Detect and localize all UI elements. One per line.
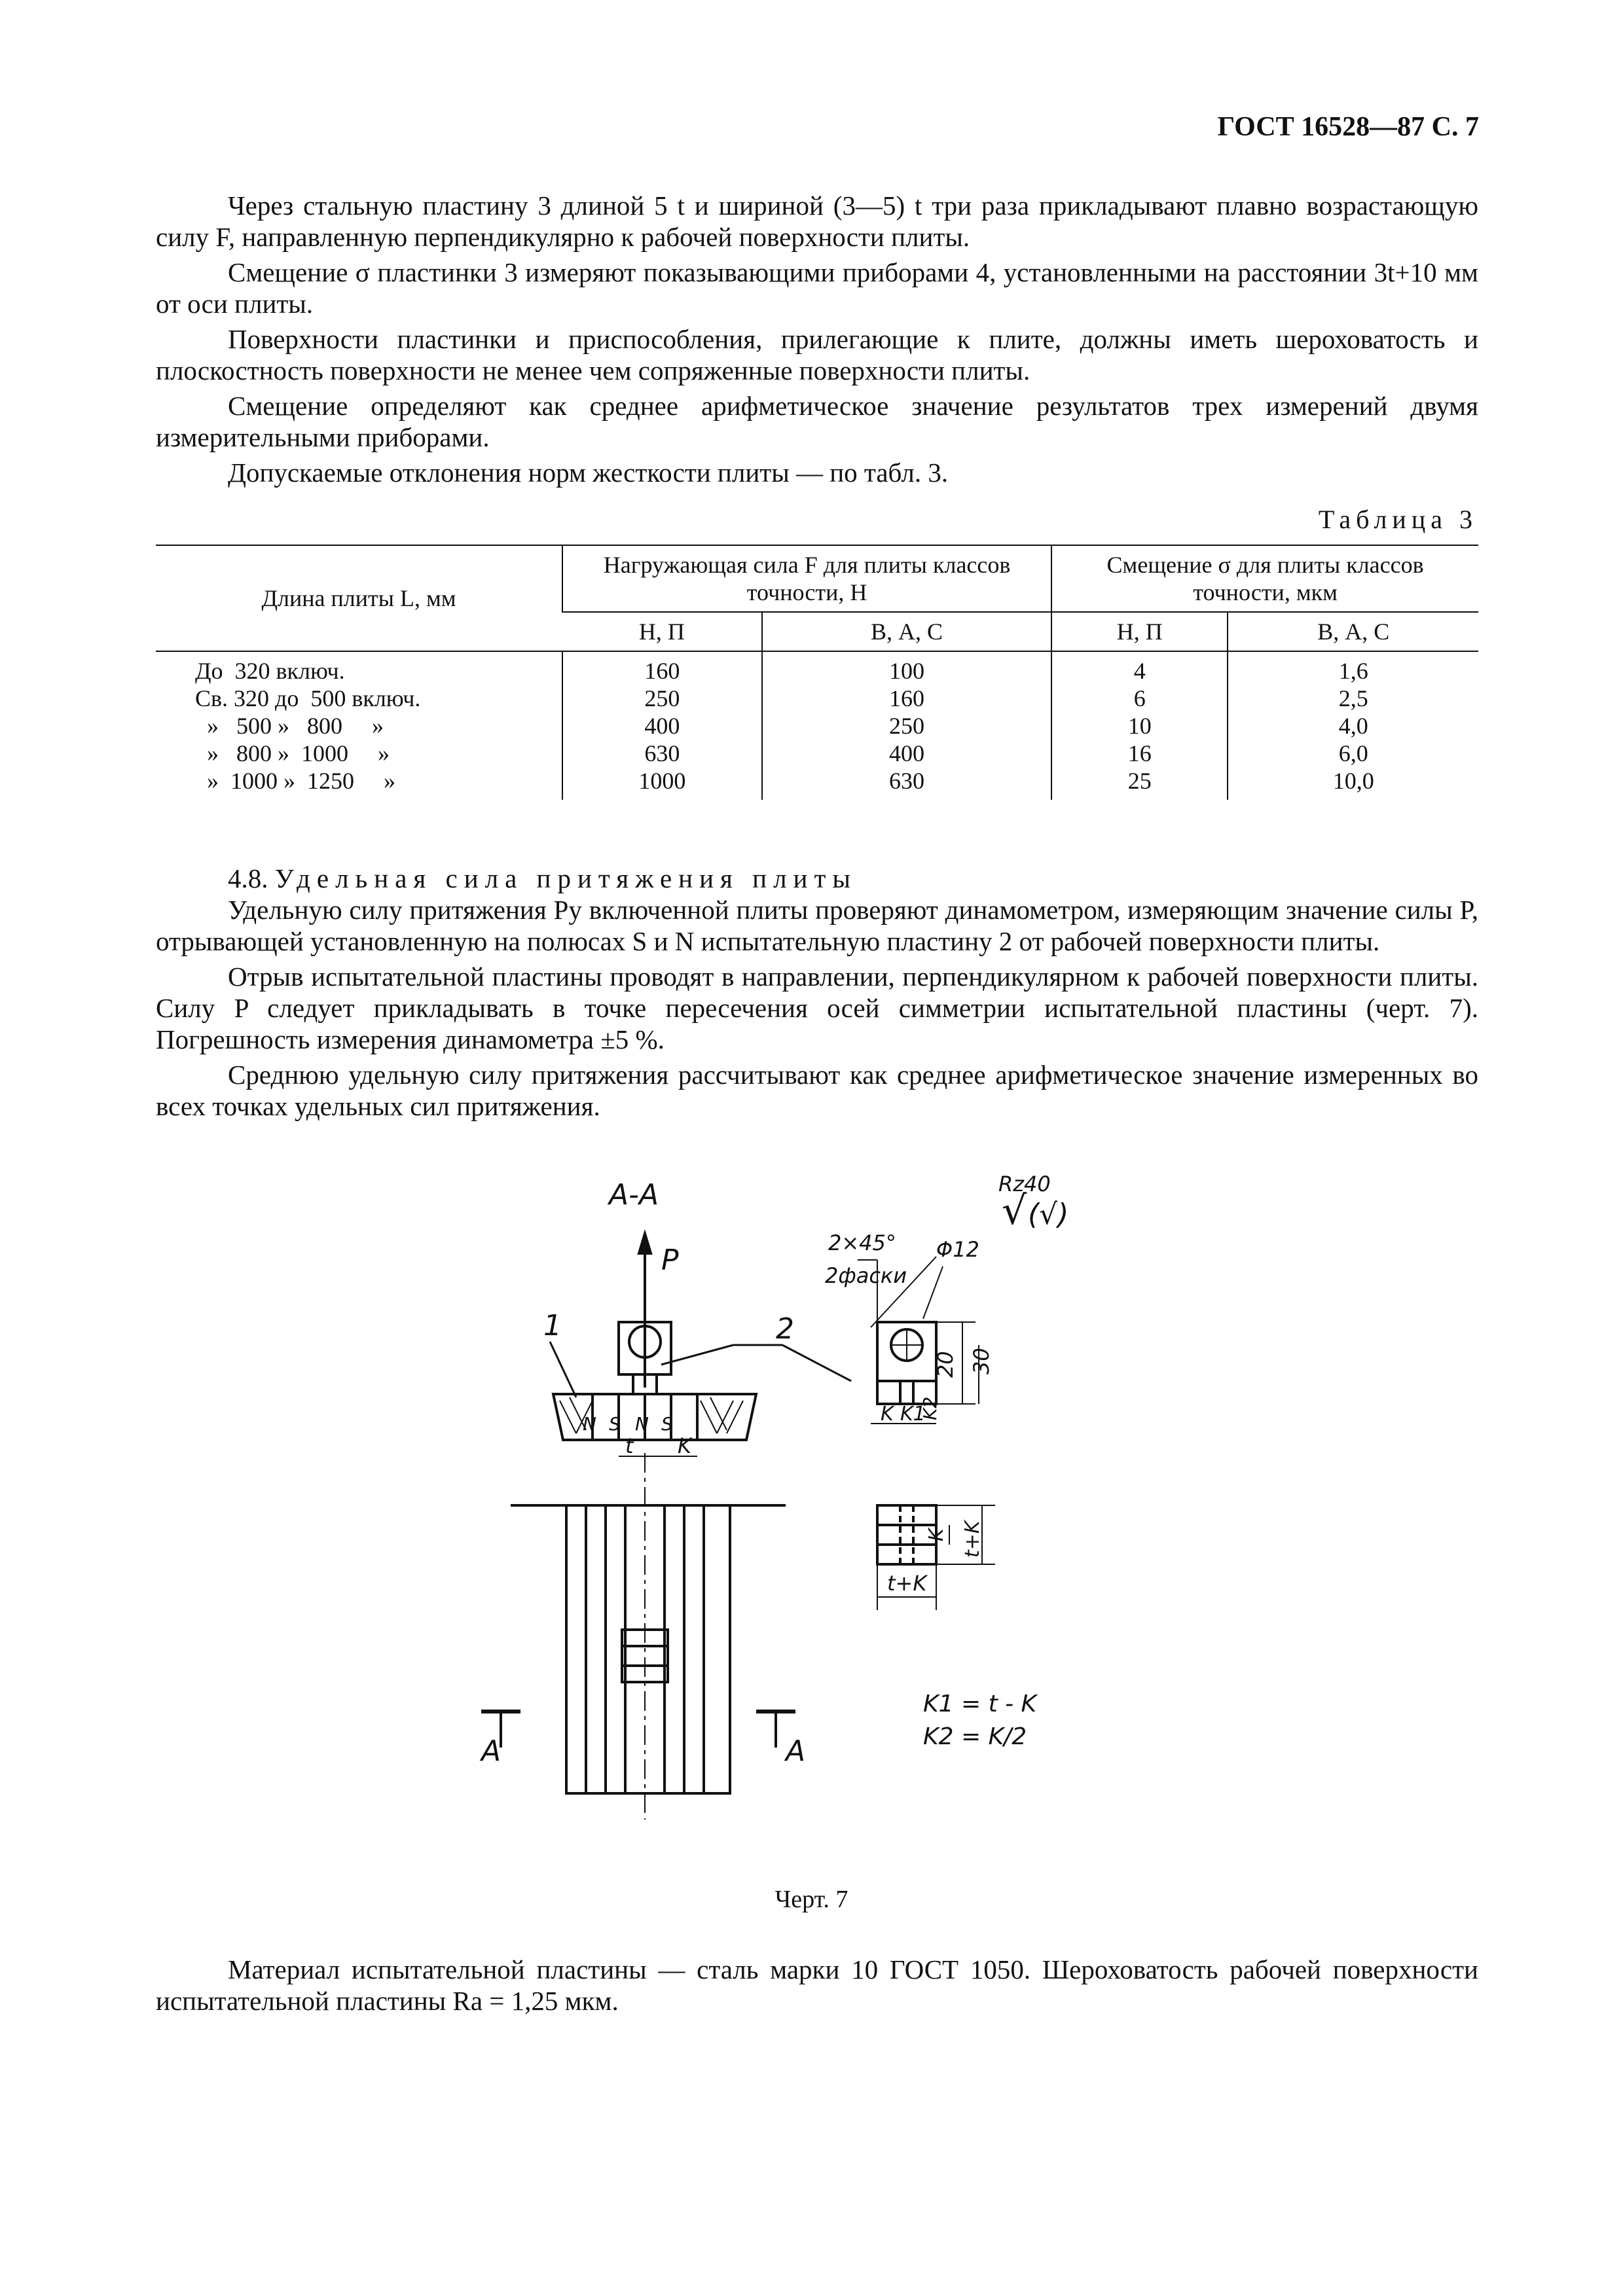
dim-t-label: t (625, 1433, 634, 1458)
cell-force-np: 400 (562, 712, 762, 740)
cell-shift-vac: 6,0 (1228, 740, 1478, 767)
cut-a-label: A (481, 1734, 501, 1768)
page-header: ГОСТ 16528—87 С. 7 (1217, 112, 1479, 142)
header-length: Длина плиты L, мм (156, 545, 562, 651)
paragraph: Смещение определяют как среднее арифметическое значение результатов трех измерений двумя измерительными приборами. (156, 391, 1478, 452)
table-row (156, 712, 1478, 740)
chamfer-label: 2×45° (828, 1230, 896, 1255)
cell-force-vac: 630 (762, 767, 1051, 800)
cell-length: » 1000 » 1250 » (195, 768, 395, 794)
footer-text (156, 1954, 1478, 2020)
subheader-np: Н, П (1051, 612, 1228, 651)
dim-k1-label: K1 (900, 1403, 926, 1426)
paragraph: Материал испытательной пластины — сталь марки 10 ГОСТ 1050. Шероховатость рабочей поверхности испытательной пластины Ra = 1,25 мкм. (156, 1954, 1478, 2016)
cell-force-vac: 160 (762, 685, 1051, 712)
label-2: 2 (776, 1312, 794, 1346)
cell-length: До 320 включ. (195, 658, 345, 684)
cell-shift-np: 6 (1051, 685, 1228, 712)
chamfer-count-label: 2фаски (825, 1263, 907, 1288)
pole-n-label: N (583, 1413, 596, 1435)
section-number: 4.8. (228, 863, 268, 893)
dim-k-label: K (678, 1433, 691, 1458)
figure-caption: Черт. 7 (775, 1886, 848, 1913)
section-title (156, 863, 1478, 894)
cell-force-np: 630 (562, 740, 762, 767)
paragraph: Смещение σ пластинки 3 измеряют показывающими приборами 4, установленными на расстоянии 3t+10 мм от оси плиты. (156, 257, 1478, 319)
formula-1: K1 = t - K (923, 1691, 1037, 1717)
cut-a-label: A (786, 1734, 806, 1768)
cell-force-np: 160 (562, 651, 762, 685)
dim-tk-label: t+K (961, 1520, 984, 1558)
force-label: P (661, 1244, 679, 1277)
cell-force-vac: 100 (762, 651, 1051, 685)
intro-text (156, 190, 1478, 492)
table-3 (156, 545, 1478, 800)
table-row (156, 767, 1478, 800)
roughness-extra: (√) (1028, 1198, 1069, 1231)
arrow-head-icon (639, 1234, 651, 1253)
paragraph: Удельную силу притяжения Pу включенной плиты проверяют динамометром, измеряющим значение силы P, отрывающей установленную на полюсах S и N испытательную пластину 2 от рабочей поверхности плиты. (156, 895, 1478, 956)
dim-tk-label: t+K (887, 1571, 927, 1596)
cell-shift-vac: 2,5 (1228, 685, 1478, 712)
cell-shift-vac: 4,0 (1228, 712, 1478, 740)
table-caption: Таблица 3 (1318, 505, 1478, 534)
subheader-np: Н, П (562, 612, 762, 651)
cell-shift-np: 16 (1051, 740, 1228, 767)
paragraph: Среднюю удельную силу притяжения рассчитывают как среднее арифметическое значение измеренных во всех точках удельных сил притяжения. (156, 1060, 1478, 1121)
subheader-vac: В, А, С (762, 612, 1051, 651)
drawing-7 (419, 1165, 1205, 1820)
cell-force-np: 250 (562, 685, 762, 712)
magnetic-plate (566, 1505, 730, 1793)
cell-force-np: 1000 (562, 767, 762, 800)
section-label: A-A (609, 1178, 659, 1211)
dim-k-label: K (881, 1403, 894, 1426)
cell-length: » 800 » 1000 » (195, 740, 390, 766)
dim-k2-label: K2 (919, 1396, 941, 1420)
section-heading: Удельная сила притяжения плиты (274, 863, 857, 893)
cell-force-vac: 250 (762, 712, 1051, 740)
table-row (156, 685, 1478, 712)
cell-shift-vac: 10,0 (1228, 767, 1478, 800)
section-4-8 (156, 863, 1478, 1126)
cell-length: Св. 320 до 500 включ. (195, 685, 421, 711)
dim-30-label: 30 (969, 1348, 994, 1374)
cell-force-vac: 400 (762, 740, 1051, 767)
cell-shift-np: 10 (1051, 712, 1228, 740)
subheader-vac: В, А, С (1228, 612, 1478, 651)
paragraph: Поверхности пластинки и приспособления, прилегающие к плите, должны иметь шероховатость и плоскостность поверхности не менее чем сопряженные поверхности плиты. (156, 324, 1478, 386)
pole-s-label: S (609, 1413, 621, 1435)
paragraph: Через стальную пластину 3 длиной 5 t и шириной (3—5) t три раза прикладывают плавно возрастающую силу F, направленную перпендикулярно к рабочей поверхности плиты. (156, 190, 1478, 252)
cell-shift-np: 25 (1051, 767, 1228, 800)
table-row (156, 651, 1478, 685)
paragraph: Допускаемые отклонения норм жесткости плиты — по табл. 3. (228, 457, 949, 488)
label-1: 1 (543, 1309, 562, 1342)
cell-shift-np: 4 (1051, 651, 1228, 685)
diameter-label: Φ12 (936, 1237, 979, 1262)
roughness-label: Rz40 (998, 1172, 1051, 1196)
formula-2: K2 = K/2 (923, 1723, 1027, 1750)
paragraph: Отрыв испытательной пластины проводят в направлении, перпендикулярном к рабочей поверхности плиты. Силу P следует прикладывать в точке пересечения осей симметрии испытательной пластины (черт. 7). Погрешность измерения динамометра ±5 %. (156, 961, 1478, 1054)
cell-shift-vac: 1,6 (1228, 651, 1478, 685)
pole-s-label: S (661, 1413, 673, 1435)
header-shift: Смещение σ для плиты классов точности, мкм (1051, 545, 1478, 612)
roughness-check-icon: √ (1002, 1188, 1027, 1234)
dim-20-label: 20 (933, 1351, 958, 1378)
pole-n-label: N (635, 1413, 649, 1435)
cell-length: » 500 » 800 » (195, 713, 384, 739)
dim-k-label: K (925, 1528, 948, 1541)
table-row (156, 740, 1478, 767)
header-force: Нагружающая сила F для плиты классов точности, Н (562, 545, 1051, 612)
